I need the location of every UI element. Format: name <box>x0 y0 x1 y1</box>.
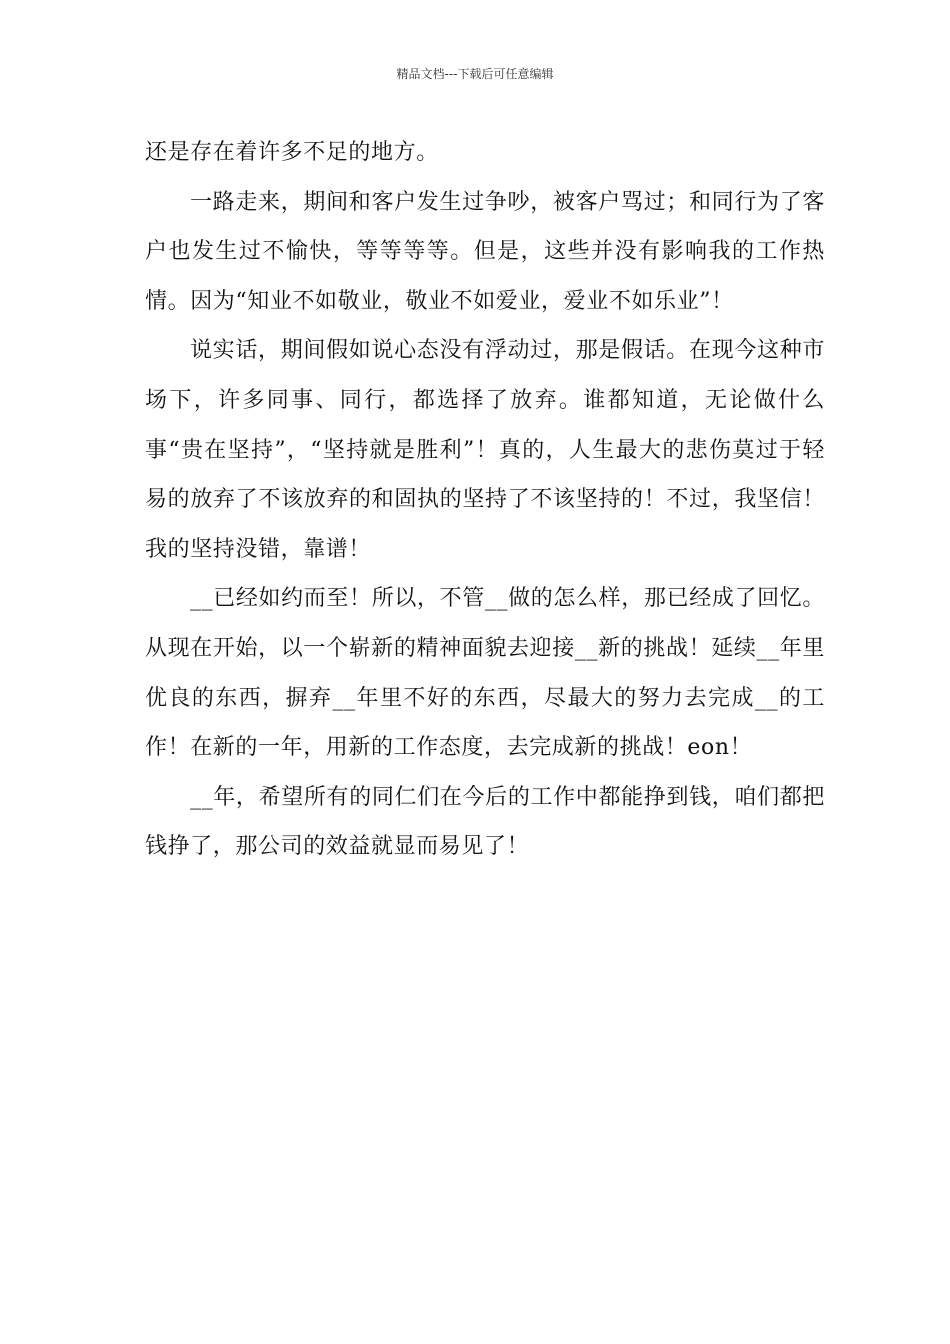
paragraph-5: __年，希望所有的同仁们在今后的工作中都能挣到钱，咱们都把钱挣了，那公司的效益就显而易见了！ <box>145 784 825 860</box>
paragraph-4: __已经如约而至！所以，不管__做的怎么样，那已经成了回忆。从现在开始，以一个崭新的精神面貌去迎接__新的挑战！延续__年里优良的东西，摒弃__年里不好的东西，尽最大的努力去完成__的工作！在新的一年，用新的工作态度，去完成新的挑战！eon！ <box>145 586 825 761</box>
page-header: 精品文档---下载后可任意编辑 <box>396 67 554 81</box>
paragraph-2: 一路走来，期间和客户发生过争吵，被客户骂过；和同行为了客户也发生过不愉快，等等等等。但是，这些并没有影响我的工作热情。因为“知业不如敬业，敬业不如爱业，爱业不如乐业”！ <box>145 189 825 314</box>
document-body <box>145 128 825 872</box>
paragraph-3: 说实话，期间假如说心态没有浮动过，那是假话。在现今这种市场下，许多同事、同行，都选择了放弃。谁都知道，无论做什么事“贵在坚持”，“坚持就是胜利”！真的，人生最大的悲伤莫过于轻易的放弃了不该放弃的和固执的坚持了不该坚持的！不过，我坚信！我的坚持没错，靠谱！ <box>145 338 825 562</box>
paragraph-1: 还是存在着许多不足的地方。 <box>145 140 439 165</box>
